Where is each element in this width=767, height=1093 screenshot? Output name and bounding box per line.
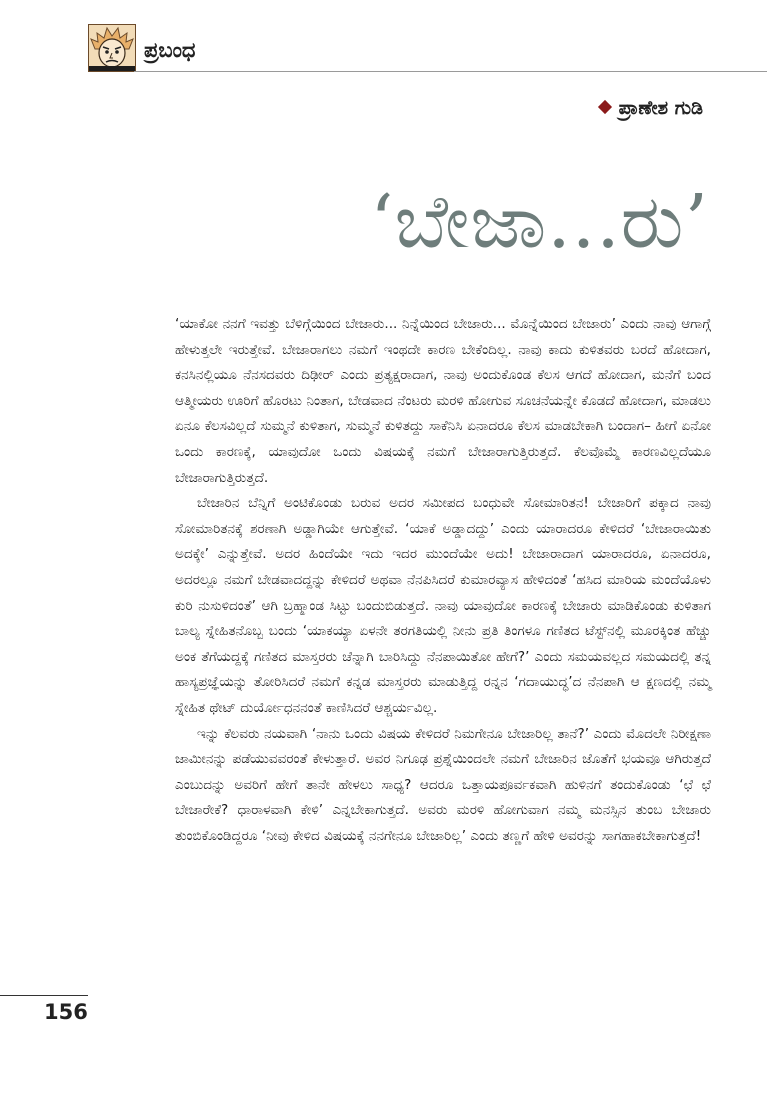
page-number: 156	[44, 1000, 88, 1024]
paragraph: ಬೇಜಾರಿನ ಬೆನ್ನಿಗೆ ಅಂಟಿಕೊಂಡು ಬರುವ ಅದರ ಸಮೀಪದ ಬಂಧುವೇ ಸೋಮಾರಿತನ! ಬೇಜಾರಿಗೆ ಪಕ್ಕಾದ ನಾವು ಸೋಮಾರಿತನಕ್ಕೆ ಶರಣಾಗಿ ಅಡ್ಡಾಗಿಯೇ ಆಗುತ್ತೇವೆ. ‘ಯಾಕೆ ಅಡ್ಡಾದದ್ದು’ ಎಂದು ಯಾರಾದರೂ ಕೇಳಿದರೆ ‘ಬೇಜಾರಾಯಿತು ಅದಕ್ಕೇ’ ಎನ್ನುತ್ತೇವೆ. ಅದರ ಹಿಂದೆಯೇ ಇದು ಇದರ ಮುಂದೆಯೇ ಅದು! ಬೇಜಾರಾದಾಗ ಯಾರಾದರೂ, ಏನಾದರೂ, ಅದರಲ್ಲೂ ನಮಗೆ ಬೇಡವಾದದ್ದನ್ನು ಕೇಳಿದರೆ ಅಥವಾ ನೆನಪಿಸಿದರೆ ಕುಮಾರವ್ಯಾಸ ಹೇಳಿದಂತೆ ‘ಹಸಿದ ಮಾರಿಯ ಮಂದೆಯೊಳು ಕುರಿ ನುಸುಳಿದಂತೆ’ ಆಗಿ ಬ್ರಹ್ಮಾಂಡ ಸಿಟ್ಟು ಬಂದುಬಿಡುತ್ತದೆ. ನಾವು ಯಾವುದೋ ಕಾರಣಕ್ಕೆ ಬೇಜಾರು ಮಾಡಿಕೊಂಡು ಕುಳಿತಾಗ ಬಾಲ್ಯ ಸ್ನೇಹಿತನೊಬ್ಬ ಬಂದು ‘ಯಾಕಯ್ಯಾ ಏಳನೇ ತರಗತಿಯಲ್ಲಿ ನೀನು ಪ್ರತಿ ತಿಂಗಳೂ ಗಣಿತದ ಟೆಸ್ಟ್‌ನಲ್ಲಿ ಮೂರಕ್ಕಿಂತ ಹೆಚ್ಚು ಅಂಕ ತೆಗೆಯದ್ದಕ್ಕೆ ಗಣಿತದ ಮಾಸ್ತರರು ಚೆನ್ನಾಗಿ ಬಾರಿಸಿದ್ದು ನೆನಪಾಯಿತೋ ಹೇಗೆ?’ ಎಂದು ಸಮಯವಲ್ಲದ ಸಮಯದಲ್ಲಿ ತನ್ನ ಹಾಸ್ಯಪ್ರಜ್ಞೆಯನ್ನು ತೋರಿಸಿದರೆ ನಮಗೆ ಕನ್ನಡ ಮಾಸ್ತರರು ಮಾಡುತ್ತಿದ್ದ ರನ್ನನ ‘ಗದಾಯುದ್ಧ’ದ ನೆನಪಾಗಿ ಆ ಕ್ಷಣದಲ್ಲಿ ನಮ್ಮ ಸ್ನೇಹಿತ ಥೇಟ್ ದುರ್ಯೋಧನನಂತೆ ಕಾಣಿಸಿದರೆ ಆಶ್ಚರ್ಯವಿಲ್ಲ.	[175, 495, 711, 716]
page-number-divider	[0, 995, 88, 996]
article-body	[175, 312, 711, 849]
section-label: ಪ್ರಬಂಧ	[144, 38, 196, 62]
article-title: ‘ಬೇಜಾ...ರು’	[370, 179, 709, 265]
author-name: ಪ್ರಾಣೇಶ ಗುಡಿ	[618, 97, 703, 119]
paragraph: ಇನ್ನು ಕೆಲವರು ನಯವಾಗಿ ‘ನಾನು ಒಂದು ವಿಷಯ ಕೇಳಿದರೆ ನಿಮಗೇನೂ ಬೇಜಾರಿಲ್ಲ ತಾನೆ?’ ಎಂದು ಮೊದಲೇ ನಿರೀಕ್ಷಣಾ ಜಾಮೀನನ್ನು ಪಡೆಯುವವರಂತೆ ಕೇಳುತ್ತಾರೆ. ಅವರ ನಿಗೂಢ ಪ್ರಶ್ನೆಯಿಂದಲೇ ನಮಗೆ ಬೇಜಾರಿನ ಜೊತೆಗೆ ಭಯವೂ ಆಗಿರುತ್ತದೆ ಎಂಬುದನ್ನು ಅವರಿಗೆ ಹೇಗೆ ತಾನೇ ಹೇಳಲು ಸಾಧ್ಯ? ಆದರೂ ಒತ್ತಾಯಪೂರ್ವಕವಾಗಿ ಹುಳಿನಗೆ ತಂದುಕೊಂಡು ‘ಛೆ ಛೆ ಬೇಜಾರೇಕೆ? ಧಾರಾಳವಾಗಿ ಕೇಳಿ’ ಎನ್ನಬೇಕಾಗುತ್ತದೆ. ಅವರು ಮರಳಿ ಹೋಗುವಾಗ ನಮ್ಮ ಮನಸ್ಸಿನ ತುಂಬ ಬೇಜಾರು ತುಂಬಿಕೊಂಡಿದ್ದರೂ ‘ನೀವು ಕೇಳಿದ ವಿಷಯಕ್ಕೆ ನನಗೇನೂ ಬೇಜಾರಿಲ್ಲ’ ಎಂದು ತಣ್ಣಗೆ ಹೇಳಿ ಅವರನ್ನು ಸಾಗಹಾಕಬೇಕಾಗುತ್ತದೆ!	[175, 725, 711, 844]
author-byline	[600, 97, 703, 119]
header-divider	[134, 71, 767, 72]
paragraph: ‘ಯಾಕೋ ನನಗೆ ಇವತ್ತು ಬೆಳಿಗ್ಗೆಯಿಂದ ಬೇಜಾರು... ನಿನ್ನೆಯಿಂದ ಬೇಜಾರು... ಮೊನ್ನೆಯಿಂದ ಬೇಜಾರು’ ಎಂದು ನಾವು ಆಗಾಗ್ಗೆ ಹೇಳುತ್ತಲೇ ಇರುತ್ತೇವೆ. ಬೇಜಾರಾಗಲು ನಮಗೆ ಇಂಥದೇ ಕಾರಣ ಬೇಕೆಂದಿಲ್ಲ. ನಾವು ಕಾದು ಕುಳಿತವರು ಬರದೆ ಹೋದಾಗ, ಕನಸಿನಲ್ಲಿಯೂ ನೆನಸದವರು ದಿಢೀರ್ ಎಂದು ಪ್ರತ್ಯಕ್ಷರಾದಾಗ, ನಾವು ಅಂದುಕೊಂಡ ಕೆಲಸ ಆಗದೆ ಹೋದಾಗ, ಮನೆಗೆ ಬಂದ ಆತ್ಮೀಯರು ಊರಿಗೆ ಹೊರಟು ನಿಂತಾಗ, ಬೇಡವಾದ ನೆಂಟರು ಮರಳಿ ಹೋಗುವ ಸೂಚನೆಯನ್ನೇ ಕೊಡದೆ ಹೋದಾಗ, ಮಾಡಲು ಏನೂ ಕೆಲಸವಿಲ್ಲದೆ ಸುಮ್ಮನೆ ಕುಳಿತಾಗ, ಸುಮ್ಮನೆ ಕುಳಿತದ್ದು ಸಾಕೆನಿಸಿ ಏನಾದರೂ ಕೆಲಸ ಮಾಡಬೇಕಾಗಿ ಬಂದಾಗ– ಹೀಗೆ ಏನೋ ಒಂದು ಕಾರಣಕ್ಕೆ, ಯಾವುದೋ ಒಂದು ವಿಷಯಕ್ಕೆ ನಮಗೆ ಬೇಜಾರಾಗುತ್ತಿರುತ್ತದೆ. ಕೆಲವೊಮ್ಮೆ ಕಾರಣವಿಲ್ಲದೆಯೂ ಬೇಜಾರಾಗುತ್ತಿರುತ್ತದೆ.	[175, 316, 711, 486]
diamond-bullet-icon	[598, 100, 612, 114]
cartoon-face-icon	[88, 24, 136, 72]
